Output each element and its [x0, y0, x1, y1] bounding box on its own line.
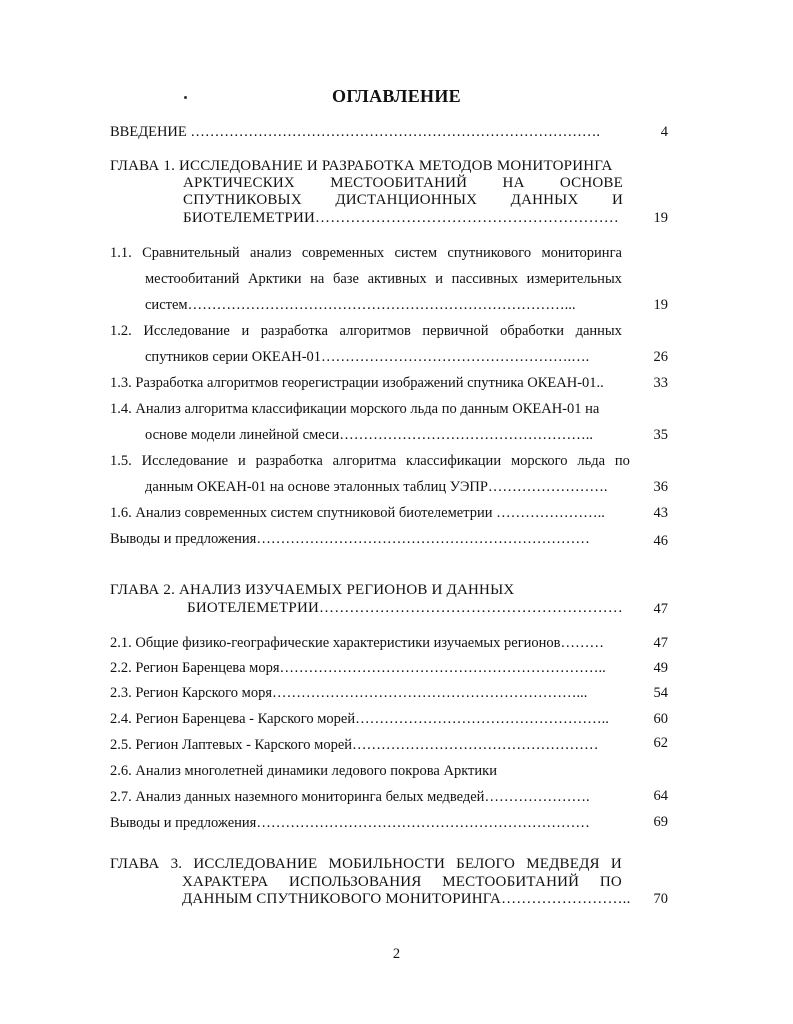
- word: 1.2.: [110, 323, 132, 339]
- word: активных: [367, 271, 427, 287]
- word: обработки: [500, 323, 564, 339]
- chapter-1-title[interactable]: ГЛАВА 1. ИССЛЕДОВАНИЕ И РАЗРАБОТКА МЕТОДОВ МОНИТОРИНГА: [110, 158, 613, 174]
- toc-entry-2-6[interactable]: 2.6. Анализ многолетней динамики ледового покрова Арктики: [110, 763, 497, 779]
- word: базе: [332, 271, 359, 287]
- toc-entry-1-4[interactable]: 1.4. Анализ алгоритма классификации морского льда по данным ОКЕАН-01 на: [110, 401, 600, 417]
- word: Исследование: [143, 323, 230, 339]
- word: морского: [510, 453, 568, 469]
- chapter-1-title-line3: [183, 192, 623, 209]
- word: МЕСТООБИТАНИЙ: [330, 175, 468, 191]
- word: 1.1.: [110, 245, 132, 261]
- word: МОБИЛЬНОСТИ: [328, 856, 445, 872]
- word: ДАННЫХ: [510, 192, 579, 208]
- toc-page-1-3: 33: [653, 375, 668, 391]
- chapter-2-title-line2: БИОТЕЛЕМЕТРИИ……………………………………………………: [187, 600, 624, 616]
- page-number: 2: [392, 946, 401, 962]
- toc-entry-2-7[interactable]: 2.7. Анализ данных наземного мониторинга белых медведей………………….: [110, 789, 590, 805]
- toc-page-1-4: 35: [653, 427, 668, 443]
- word: Сравнительный: [142, 245, 240, 261]
- word: И: [610, 856, 622, 872]
- word: классификации: [406, 453, 502, 469]
- chapter-3-title-line2: [182, 874, 622, 891]
- word: ИСПОЛЬЗОВАНИЯ: [289, 874, 422, 890]
- toc-entry-conclusions-2[interactable]: Выводы и предложения……………………………………………………………: [110, 815, 590, 831]
- toc-page-1-2: 26: [653, 349, 668, 365]
- toc-page-conclusions-1: 46: [653, 533, 668, 549]
- word: и: [435, 271, 443, 287]
- word: ИССЛЕДОВАНИЕ: [193, 856, 318, 872]
- word: МЕДВЕДЯ: [526, 856, 600, 872]
- chapter-2-title[interactable]: ГЛАВА 2. АНАЛИЗ ИЗУЧАЕМЫХ РЕГИОНОВ И ДАННЫХ: [110, 582, 515, 598]
- word: 3.: [170, 856, 183, 872]
- toc-page-intro: 4: [660, 124, 668, 140]
- toc-entry-1-5-line2: данным ОКЕАН-01 на основе эталонных таблиц УЭПР…………………….: [145, 479, 608, 495]
- toc-entry-1-4-line2: основе модели линейной смеси……………………………………………..: [145, 427, 594, 443]
- toc-page-1-6: 43: [653, 505, 668, 521]
- word: 1.5.: [110, 453, 132, 469]
- word: ХАРАКТЕРА: [182, 874, 269, 890]
- toc-page-2-2: 49: [653, 660, 668, 676]
- word: первичной: [422, 323, 489, 339]
- word: анализ: [250, 245, 292, 261]
- toc-entry-2-5[interactable]: 2.5. Регион Лаптевых - Карского морей……………………………………………: [110, 737, 599, 753]
- word: измерительных: [526, 271, 622, 287]
- toc-page-ch2: 47: [653, 601, 668, 617]
- chapter-3-title-line3: ДАННЫМ СПУТНИКОВОГО МОНИТОРИНГА……………………..: [182, 891, 631, 907]
- word: и: [238, 453, 246, 469]
- word: современных: [301, 245, 385, 261]
- word: И: [611, 192, 623, 208]
- toc-page-conclusions-2: 69: [653, 814, 668, 830]
- toc-entry-1-1[interactable]: [110, 245, 622, 262]
- toc-entry-1-2[interactable]: [110, 323, 622, 340]
- word: БЕЛОГО: [456, 856, 516, 872]
- word: по: [614, 453, 630, 469]
- page-title: ОГЛАВЛЕНИЕ: [332, 86, 461, 106]
- toc-entry-2-3[interactable]: 2.3. Регион Карского моря………………………………………………………...: [110, 685, 588, 701]
- word: систем: [394, 245, 438, 261]
- word: ПО: [599, 874, 622, 890]
- chapter-3-title[interactable]: [110, 856, 622, 873]
- toc-entry-1-1-line2: [145, 271, 622, 288]
- toc-entry-1-2-line2: спутников серии ОКЕАН-01…………………………………………….….: [145, 349, 590, 365]
- toc-entry-1-6[interactable]: 1.6. Анализ современных систем спутниковой биотелеметрии …………………..: [110, 505, 605, 521]
- word: разработка: [260, 323, 328, 339]
- toc-entry-1-5[interactable]: [110, 453, 630, 470]
- word: ОСНОВЕ: [559, 175, 623, 191]
- toc-page-2-5: 62: [653, 735, 668, 751]
- word: НА: [502, 175, 525, 191]
- toc-page-2-7: 64: [653, 788, 668, 804]
- scan-speck: [184, 96, 187, 99]
- toc-entry-2-4[interactable]: 2.4. Регион Баренцева - Карского морей……………………………………………..: [110, 711, 609, 727]
- toc-entry-2-1[interactable]: 2.1. Общие физико-географические характеристики изучаемых регионов………: [110, 635, 605, 651]
- toc-entry-1-3[interactable]: 1.3. Разработка алгоритмов георегистрации изображений спутника ОКЕАН-01..: [110, 375, 604, 391]
- word: СПУТНИКОВЫХ: [183, 192, 302, 208]
- word: пассивных: [451, 271, 519, 287]
- word: разработка: [255, 453, 323, 469]
- word: алгоритмов: [339, 323, 411, 339]
- word: и: [241, 323, 250, 339]
- word: Арктики: [248, 271, 302, 287]
- toc-page-2-1: 47: [653, 635, 668, 651]
- toc-page-ch3: 70: [653, 891, 668, 907]
- word: алгоритма: [332, 453, 397, 469]
- toc-page-2-3: 54: [653, 685, 668, 701]
- toc-entry-2-2[interactable]: 2.2. Регион Баренцева моря…………………………………………………………..: [110, 660, 606, 676]
- toc-page-2-4: 60: [653, 711, 668, 727]
- word: ГЛАВА: [110, 856, 160, 872]
- toc-entry-1-1-line3: систем……………………………………………………………………...: [145, 297, 576, 313]
- toc-page-ch1: 19: [653, 210, 668, 226]
- word: спутникового: [447, 245, 532, 261]
- toc-page-1-5: 36: [653, 479, 668, 495]
- word: данных: [575, 323, 622, 339]
- toc-entry-conclusions-1[interactable]: Выводы и предложения……………………………………………………………: [110, 531, 590, 547]
- word: мониторинга: [541, 245, 622, 261]
- chapter-1-title-line4: БИОТЕЛЕМЕТРИИ……………………………………………………: [183, 210, 620, 226]
- toc-page-1-1: 19: [653, 297, 668, 313]
- word: льда: [577, 453, 606, 469]
- word: местообитаний: [145, 271, 240, 287]
- word: МЕСТООБИТАНИЙ: [442, 874, 580, 890]
- word: Исследование: [141, 453, 229, 469]
- toc-entry-intro[interactable]: ВВЕДЕНИЕ ………………………………………………………………………….: [110, 124, 600, 140]
- word: АРКТИЧЕСКИХ: [183, 175, 295, 191]
- chapter-1-title-line2: [183, 175, 623, 192]
- word: на: [310, 271, 325, 287]
- word: ДИСТАНЦИОННЫХ: [335, 192, 478, 208]
